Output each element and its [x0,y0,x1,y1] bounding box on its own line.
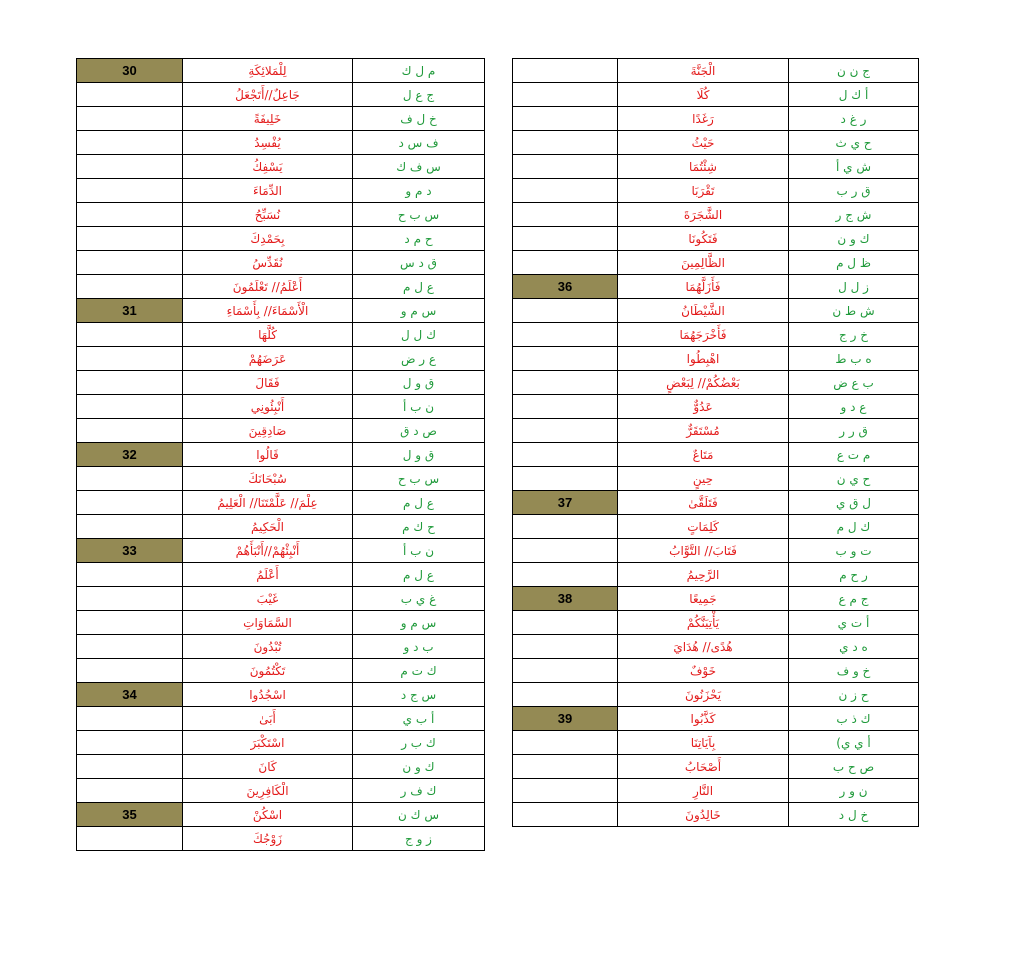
root-letters-cell: س ب ح [353,467,485,491]
table-row [77,779,485,803]
root-letters-cell: س ف ك [353,155,485,179]
table-row [513,587,919,611]
root-letters-cell: ن ب أ [353,395,485,419]
quran-word-cell: اسْتَكْبَرَ [183,731,353,755]
table-row [513,611,919,635]
root-letters-cell: ج ن ن [789,59,919,83]
table-row [77,227,485,251]
root-letters-cell: ع ل م [353,491,485,515]
table-row [77,131,485,155]
table-row [77,467,485,491]
verse-number-cell: 32 [77,443,183,467]
quran-word-cell: تَقْرَبَا [618,179,789,203]
verse-number-cell [513,443,618,467]
quran-word-cell: أَعْلَمُ// تَعْلَمُونَ [183,275,353,299]
verse-number-cell [77,635,183,659]
table-row [77,635,485,659]
verse-number-cell [77,419,183,443]
verse-number-cell [77,491,183,515]
verse-number-cell [513,803,618,827]
quran-word-cell: نُسَبِّحُ [183,203,353,227]
table-row [513,251,919,275]
verse-number-cell [77,467,183,491]
table-row [77,443,485,467]
quran-word-cell: لِلْمَلائِكَةِ [183,59,353,83]
verse-number-cell [513,731,618,755]
vocab-table-right [512,58,919,827]
table-row [513,515,919,539]
root-letters-cell: ب ع ض [789,371,919,395]
table-row [513,707,919,731]
quran-word-cell: جَمِيعًا [618,587,789,611]
verse-number-cell [513,83,618,107]
verse-number-cell [513,203,618,227]
quran-word-cell: الشَّيْطَانُ [618,299,789,323]
table-row [77,179,485,203]
verse-number-cell [77,611,183,635]
verse-number-cell [77,659,183,683]
table-row [513,371,919,395]
table-row [77,563,485,587]
table-row [77,515,485,539]
verse-number-cell [513,371,618,395]
verse-number-cell [513,323,618,347]
root-letters-cell: ج م ع [789,587,919,611]
table-row [513,323,919,347]
quran-word-cell: الشَّجَرَةَ [618,203,789,227]
verse-number-cell: 37 [513,491,618,515]
root-letters-cell: أ ي ي) [789,731,919,755]
quran-word-cell: فَأَزَلَّهُمَا [618,275,789,299]
root-letters-cell: ع ل م [353,563,485,587]
table-row [77,107,485,131]
table-row [513,635,919,659]
quran-word-cell: شِئْتُمَا [618,155,789,179]
table-row [77,419,485,443]
verse-number-cell [77,371,183,395]
root-letters-cell: ت و ب [789,539,919,563]
table-row [77,491,485,515]
table-row [513,467,919,491]
table-row [513,563,919,587]
verse-number-cell [77,395,183,419]
verse-number-cell [77,179,183,203]
root-letters-cell: ه ب ط [789,347,919,371]
verse-number-cell [513,251,618,275]
table-row [77,371,485,395]
root-letters-cell: ش ط ن [789,299,919,323]
quran-word-cell: جَاعِلٌ//أَتَجْعَلُ [183,83,353,107]
table-row [513,659,919,683]
quran-word-cell: بِحَمْدِكَ [183,227,353,251]
root-letters-cell: ب د و [353,635,485,659]
quran-word-cell: هُدًى// هُدَايَ [618,635,789,659]
table-row [77,83,485,107]
table-row [513,131,919,155]
verse-number-cell: 30 [77,59,183,83]
table-row [513,347,919,371]
verse-number-cell [513,659,618,683]
quran-word-cell: تُبْدُونَ [183,635,353,659]
table-row [513,83,919,107]
quran-word-cell: خَلِيفَةً [183,107,353,131]
verse-number-cell [513,539,618,563]
table-row [77,827,485,851]
verse-number-cell [77,203,183,227]
verse-number-cell: 39 [513,707,618,731]
root-letters-cell: ش ي أ [789,155,919,179]
verse-number-cell [77,83,183,107]
root-letters-cell: ح ي ن [789,467,919,491]
quran-word-cell: فَتَابَ// التَّوَّابُ [618,539,789,563]
verse-number-cell [513,515,618,539]
verse-number-cell: 38 [513,587,618,611]
table-row [77,299,485,323]
root-letters-cell: ك و ن [353,755,485,779]
root-letters-cell: ك ب ر [353,731,485,755]
root-letters-cell: ل ق ي [789,491,919,515]
quran-word-cell: مَتَاعٌ [618,443,789,467]
root-letters-cell: خ و ف [789,659,919,683]
root-letters-cell: ن ب أ [353,539,485,563]
quran-word-cell: خَوْفٌ [618,659,789,683]
table-row [513,107,919,131]
verse-number-cell [77,347,183,371]
quran-word-cell: اسْكُنْ [183,803,353,827]
table-row [513,803,919,827]
table-row [77,683,485,707]
quran-word-cell: قَالُوا [183,443,353,467]
root-letters-cell: ع د و [789,395,919,419]
quran-word-cell: أَنْبِئْهُمْ//أَنْبَأَهُمْ [183,539,353,563]
quran-word-cell: فَقَالَ [183,371,353,395]
root-letters-cell: ه د ي [789,635,919,659]
root-letters-cell: أ ك ل [789,83,919,107]
quran-word-cell: كَلِمَاتٍ [618,515,789,539]
table-row [77,155,485,179]
quran-word-cell: الْكَافِرِينَ [183,779,353,803]
quran-word-cell: يَأْتِيَنَّكُمْ [618,611,789,635]
quran-word-cell: الرَّحِيمُ [618,563,789,587]
root-letters-cell: ك ل م [789,515,919,539]
quran-word-cell: فَأَخْرَجَهُمَا [618,323,789,347]
quran-word-cell: عَرَضَهُمْ [183,347,353,371]
root-letters-cell: ح ز ن [789,683,919,707]
root-letters-cell: ش ج ر [789,203,919,227]
verse-number-cell [77,323,183,347]
table-row [513,539,919,563]
root-letters-cell: ح ك م [353,515,485,539]
root-letters-cell: ظ ل م [789,251,919,275]
verse-number-cell [77,779,183,803]
quran-word-cell: كُلَا [618,83,789,107]
quran-word-cell: يَسْفِكُ [183,155,353,179]
root-letters-cell: ع ر ض [353,347,485,371]
quran-word-cell: صَادِقِينَ [183,419,353,443]
verse-number-cell [513,779,618,803]
verse-number-cell [77,827,183,851]
table-row [513,683,919,707]
verse-number-cell [77,275,183,299]
table-row [513,779,919,803]
table-row [77,203,485,227]
vocab-table-left [76,58,485,851]
verse-number-cell [513,563,618,587]
table-row [77,395,485,419]
verse-number-cell [77,755,183,779]
quran-word-cell: عِلْمَ// عَلَّمْتَنَا// الْعَلِيمُ [183,491,353,515]
root-letters-cell: ج ع ل [353,83,485,107]
verse-number-cell [513,227,618,251]
table-row [513,203,919,227]
table-row [77,251,485,275]
quran-word-cell: زَوْجُكَ [183,827,353,851]
table-row [77,275,485,299]
verse-number-cell [513,131,618,155]
table-row [513,227,919,251]
table-row [513,275,919,299]
verse-number-cell [77,251,183,275]
root-letters-cell: ك ت م [353,659,485,683]
verse-number-cell [77,131,183,155]
root-letters-cell: ن و ر [789,779,919,803]
verse-number-cell [513,59,618,83]
root-letters-cell: ح ي ث [789,131,919,155]
quran-word-cell: حَيْثُ [618,131,789,155]
root-letters-cell: ق ر ر [789,419,919,443]
verse-number-cell [513,107,618,131]
quran-word-cell: أَنْبِئُونِي [183,395,353,419]
quran-word-cell: تَكْتُمُونَ [183,659,353,683]
table-row [77,539,485,563]
root-letters-cell: م ت ع [789,443,919,467]
quran-word-cell: السَّمَاوَاتِ [183,611,353,635]
quran-word-cell: أَصْحَابُ [618,755,789,779]
quran-word-cell: يَحْزَنُونَ [618,683,789,707]
table-row [513,59,919,83]
verse-number-cell [513,419,618,443]
root-letters-cell: ك و ن [789,227,919,251]
root-letters-cell: س م و [353,299,485,323]
table-row [513,731,919,755]
verse-number-cell: 33 [77,539,183,563]
root-letters-cell: ك ذ ب [789,707,919,731]
verse-number-cell: 31 [77,299,183,323]
quran-word-cell: أَبَىٰ [183,707,353,731]
root-letters-cell: خ ل ف [353,107,485,131]
verse-number-cell [77,155,183,179]
quran-word-cell: سُبْحَانَكَ [183,467,353,491]
verse-number-cell [513,683,618,707]
root-letters-cell: ع ل م [353,275,485,299]
root-letters-cell: ف س د [353,131,485,155]
root-letters-cell: ز ل ل [789,275,919,299]
verse-number-cell [77,707,183,731]
quran-word-cell: بَعْضُكُمْ// لِبَعْضٍ [618,371,789,395]
root-letters-cell: ح م د [353,227,485,251]
table-row [513,419,919,443]
table-row [513,179,919,203]
verse-number-cell [513,395,618,419]
quran-word-cell: غَيْبَ [183,587,353,611]
quran-word-cell: بِآيَاتِنَا [618,731,789,755]
root-letters-cell: ر ح م [789,563,919,587]
table-row [77,707,485,731]
quran-word-cell: حِينٍ [618,467,789,491]
quran-word-cell: فَتَكُونَا [618,227,789,251]
root-letters-cell: ق و ل [353,371,485,395]
table-row [77,323,485,347]
verse-number-cell [513,611,618,635]
verse-number-cell: 34 [77,683,183,707]
verse-number-cell [513,467,618,491]
root-letters-cell: خ ر ج [789,323,919,347]
root-letters-cell: أ ب ي [353,707,485,731]
root-letters-cell: خ ل د [789,803,919,827]
verse-number-cell [77,227,183,251]
root-letters-cell: ق و ل [353,443,485,467]
table-row [77,611,485,635]
verse-number-cell [513,347,618,371]
table-row [513,755,919,779]
quran-word-cell: الْأَسْمَاءَ// بِأَسْمَاءِ [183,299,353,323]
root-letters-cell: ز و ج [353,827,485,851]
verse-number-cell [513,155,618,179]
quran-word-cell: اهْبِطُوا [618,347,789,371]
quran-word-cell: رَغَدًا [618,107,789,131]
quran-word-cell: الظَّالِمِينَ [618,251,789,275]
table-row [513,155,919,179]
quran-word-cell: الدِّمَاءَ [183,179,353,203]
verse-number-cell [77,563,183,587]
quran-word-cell: النَّارِ [618,779,789,803]
verse-number-cell [513,635,618,659]
table-row [77,587,485,611]
verse-number-cell [77,587,183,611]
quran-word-cell: خَالِدُونَ [618,803,789,827]
table-row [77,59,485,83]
root-letters-cell: ك ل ل [353,323,485,347]
root-letters-cell: س م و [353,611,485,635]
table-row [77,731,485,755]
root-letters-cell: د م و [353,179,485,203]
root-letters-cell: ق ر ب [789,179,919,203]
table-row [513,299,919,323]
quran-word-cell: أَعْلَمُ [183,563,353,587]
table-row [513,491,919,515]
root-letters-cell: ر غ د [789,107,919,131]
root-letters-cell: س ك ن [353,803,485,827]
quran-word-cell: يُفْسِدُ [183,131,353,155]
verse-number-cell: 35 [77,803,183,827]
verse-number-cell [513,299,618,323]
root-letters-cell: أ ت ي [789,611,919,635]
quran-word-cell: الْجَنَّةَ [618,59,789,83]
table-row [77,347,485,371]
table-row [513,443,919,467]
verse-number-cell [77,731,183,755]
root-letters-cell: م ل ك [353,59,485,83]
root-letters-cell: ك ف ر [353,779,485,803]
quran-word-cell: اسْجُدُوا [183,683,353,707]
table-row [77,803,485,827]
table-row [513,395,919,419]
root-letters-cell: ص د ق [353,419,485,443]
root-letters-cell: س ب ح [353,203,485,227]
table-row [77,659,485,683]
verse-number-cell [513,755,618,779]
quran-word-cell: مُسْتَقَرٌّ [618,419,789,443]
quran-word-cell: كَانَ [183,755,353,779]
verse-number-cell [77,515,183,539]
quran-word-cell: فَتَلَقَّىٰ [618,491,789,515]
root-letters-cell: ق د س [353,251,485,275]
quran-word-cell: عَدُوٌّ [618,395,789,419]
table-row [77,755,485,779]
quran-word-cell: كَذَّبُوا [618,707,789,731]
quran-word-cell: الْحَكِيمُ [183,515,353,539]
verse-number-cell [513,179,618,203]
quran-word-cell: كُلَّهَا [183,323,353,347]
root-letters-cell: غ ي ب [353,587,485,611]
verse-number-cell [77,107,183,131]
quran-word-cell: نُقَدِّسُ [183,251,353,275]
verse-number-cell: 36 [513,275,618,299]
root-letters-cell: ص ح ب [789,755,919,779]
root-letters-cell: س ج د [353,683,485,707]
